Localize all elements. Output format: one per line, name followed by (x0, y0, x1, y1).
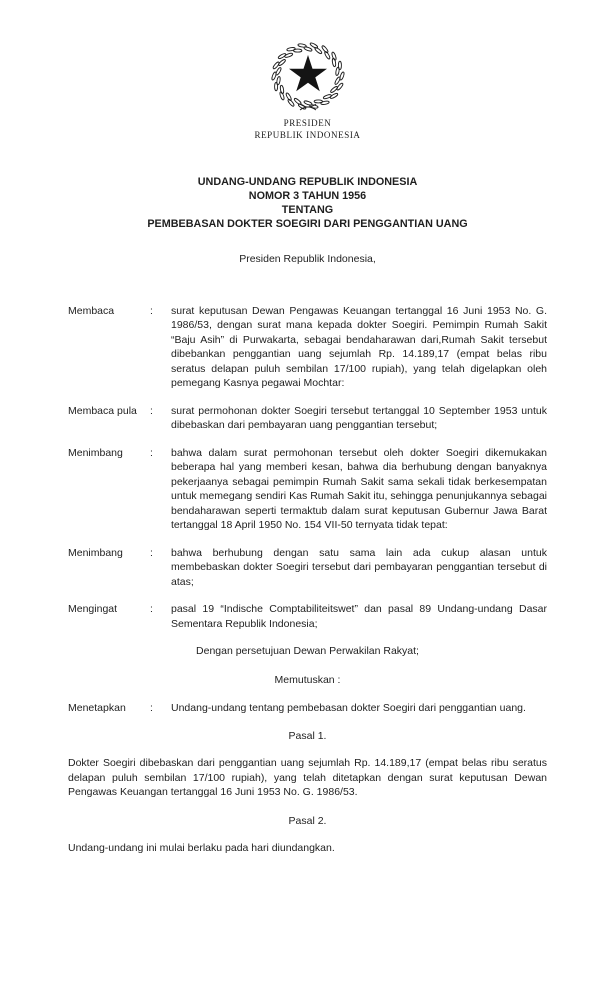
clause-membaca-pula (68, 404, 547, 433)
clause-text: surat keputusan Dewan Pengawas Keuangan tertanggal 16 Juni 1953 No. G. 1986/53, dengan surat mana kepada dokter Soegiri. Pemimpin Rumah Sakit “Baju Asih” di Purwakarta, sebagai bendaharawan dari,Rumah Sakit tersebut dibebankan penggantian uang sejumlah Rp. 14.189,17 (empat belas ribu seratus delapan puluh sembilan 17/100 rupiah), yang telah digelapkan oleh pemegang Kasnya pegawai Mochtar: (171, 304, 547, 389)
clause-colon: : (150, 546, 153, 559)
letterhead-republik-indonesia: REPUBLIK INDONESIA (254, 129, 361, 140)
title-line-1: UNDANG-UNDANG REPUBLIK INDONESIA (197, 176, 418, 188)
clause-text: Undang-undang tentang pembebasan dokter Soegiri dari penggantian uang. (171, 702, 526, 714)
clause-colon: : (150, 304, 153, 317)
clause-menimbang-2 (68, 546, 547, 590)
clause-text: bahwa dalam surat permohonan tersebut oleh dokter Soegiri dikemukakan beberapa hal yang memberi kesan, bahwa dia berhubung dengan banyaknya pekerjaanya sebagai pemimpin Rumah Sakit sama sekali tidak berkesempatan untuk memegang sendiri Kas Rumah Sakit itu, sehingga penunjukannya sebagai bendaharawan seperti termaktub dalam surat keputusan Gubernur Jawa Barat tertanggal 18 April 1950 No. 154 VII-50 ternyata tidak tepat: (171, 446, 547, 531)
clause-label: Mengingat (68, 603, 118, 615)
star-icon (289, 55, 327, 91)
title-line-2: NOMOR 3 TAHUN 1956 (248, 190, 367, 202)
document-title (68, 175, 547, 231)
pasal-2-body: Undang-undang ini mulai berlaku pada hari diundangkan. (68, 842, 335, 854)
clause-colon: : (150, 603, 153, 615)
clause-colon: : (150, 446, 153, 459)
pasal-1-body: Dokter Soegiri dibebaskan dari penggantian uang sejumlah Rp. 14.189,17 (empat belas ribu seratus delapan puluh sembilan 17/100 rupiah), yang telah ditetapkan dengan surat keputusan Dewan Pengawas Keuangan tertanggal 16 Juni 1953 No. G. 1986/53. (68, 757, 547, 798)
clause-menimbang-1 (68, 446, 547, 533)
agreement-line: Dengan persetujuan Dewan Perwakilan Rakyat; (196, 645, 419, 657)
clause-menetapkan (68, 701, 547, 716)
clause-label: Menetapkan (68, 702, 126, 714)
state-emblem-icon (260, 38, 356, 116)
opening-line: Presiden Republik Indonesia, (239, 253, 376, 265)
clause-colon: : (150, 404, 153, 417)
clause-label: Membaca pula (68, 404, 137, 417)
pasal-2-heading: Pasal 2. (288, 814, 327, 827)
clause-text: bahwa berhubung dengan satu sama lain ada cukup alasan untuk membebaskan dokter Soegiri tersebut dari pembayaran penggantian tersebut di atas; (171, 546, 547, 588)
letterhead-presiden: PRESIDEN (283, 118, 332, 128)
clause-membaca (68, 304, 547, 391)
clause-text: pasal 19 “Indische Comptabiliteitswet” dan pasal 89 Undang-undang Dasar Sementara Republik Indonesia; (171, 603, 547, 630)
title-line-3: TENTANG (281, 204, 334, 216)
clause-text: surat permohonan dokter Soegiri tersebut tertanggal 10 September 1953 untuk dibebaskan dari pembayaran uang penggantian tersebut; (171, 404, 547, 431)
decision-heading: Memutuskan : (274, 673, 341, 686)
clause-colon: : (150, 702, 153, 714)
letterhead (68, 38, 547, 141)
clause-mengingat (68, 602, 547, 631)
considerations (68, 304, 547, 632)
clause-label: Menimbang (68, 446, 123, 459)
clause-label: Menimbang (68, 546, 123, 559)
pasal-1-heading: Pasal 1. (288, 729, 327, 742)
clause-label: Membaca (68, 304, 115, 317)
title-line-4: PEMBEBASAN DOKTER SOEGIRI DARI PENGGANTIAN UANG (147, 218, 468, 230)
